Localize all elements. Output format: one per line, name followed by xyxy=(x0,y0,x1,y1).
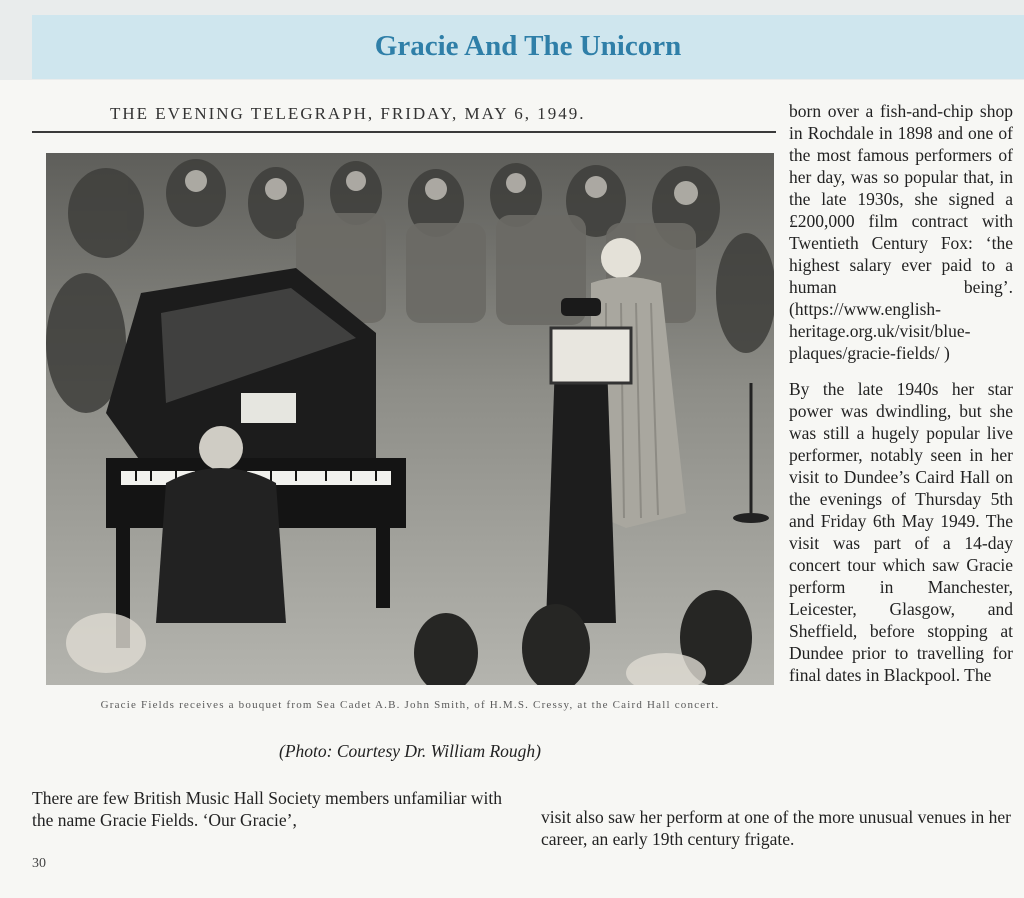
newspaper-masthead: THE EVENING TELEGRAPH, FRIDAY, MAY 6, 1949. xyxy=(110,104,586,123)
article-continuation: visit also saw her perform at one of the more unusual venues in her career, an early 19th century frigate. xyxy=(541,807,1011,849)
page-number: 30 xyxy=(32,856,46,871)
photo-caption: Gracie Fields receives a bouquet from Sea Cadet A.B. John Smith, of H.M.S. Cressy, at the Caird Hall concert. xyxy=(100,699,720,711)
photo-credit: (Photo: Courtesy Dr. William Rough) xyxy=(279,741,541,761)
concert-photo xyxy=(46,153,774,685)
article-paragraph-1: born over a fish-and-chip shop in Rochdale in 1898 and one of the most famous performers of her day, was so popular that, in the late 1930s, she signed a £200,000 film contract with Twentieth Century Fox: ‘the highest salary ever paid to a human being’. (https://www.english-heritage.org.uk/visit/blue-plaques/gracie-fields/ ) xyxy=(789,101,1013,363)
page-title: Gracie And The Unicorn xyxy=(374,30,682,62)
right-column xyxy=(789,100,1013,700)
article-intro: There are few British Music Hall Society members unfamiliar with the name Gracie Fields. ‘Our Gracie’, xyxy=(32,788,502,830)
article-paragraph-2: By the late 1940s her star power was dwindling, but she was still a hugely popular live performer, notably seen in her visit to Dundee’s Caird Hall on the evenings of Thursday 5th and Friday 6th May 1949. The visit was part of a 14-day concert tour which saw Gracie perform in Manchester, Leicester, Glasgow, and Sheffield, before stopping at Dundee prior to travelling for final dates in Blackpool. The xyxy=(789,379,1013,685)
masthead-rule xyxy=(32,131,776,133)
